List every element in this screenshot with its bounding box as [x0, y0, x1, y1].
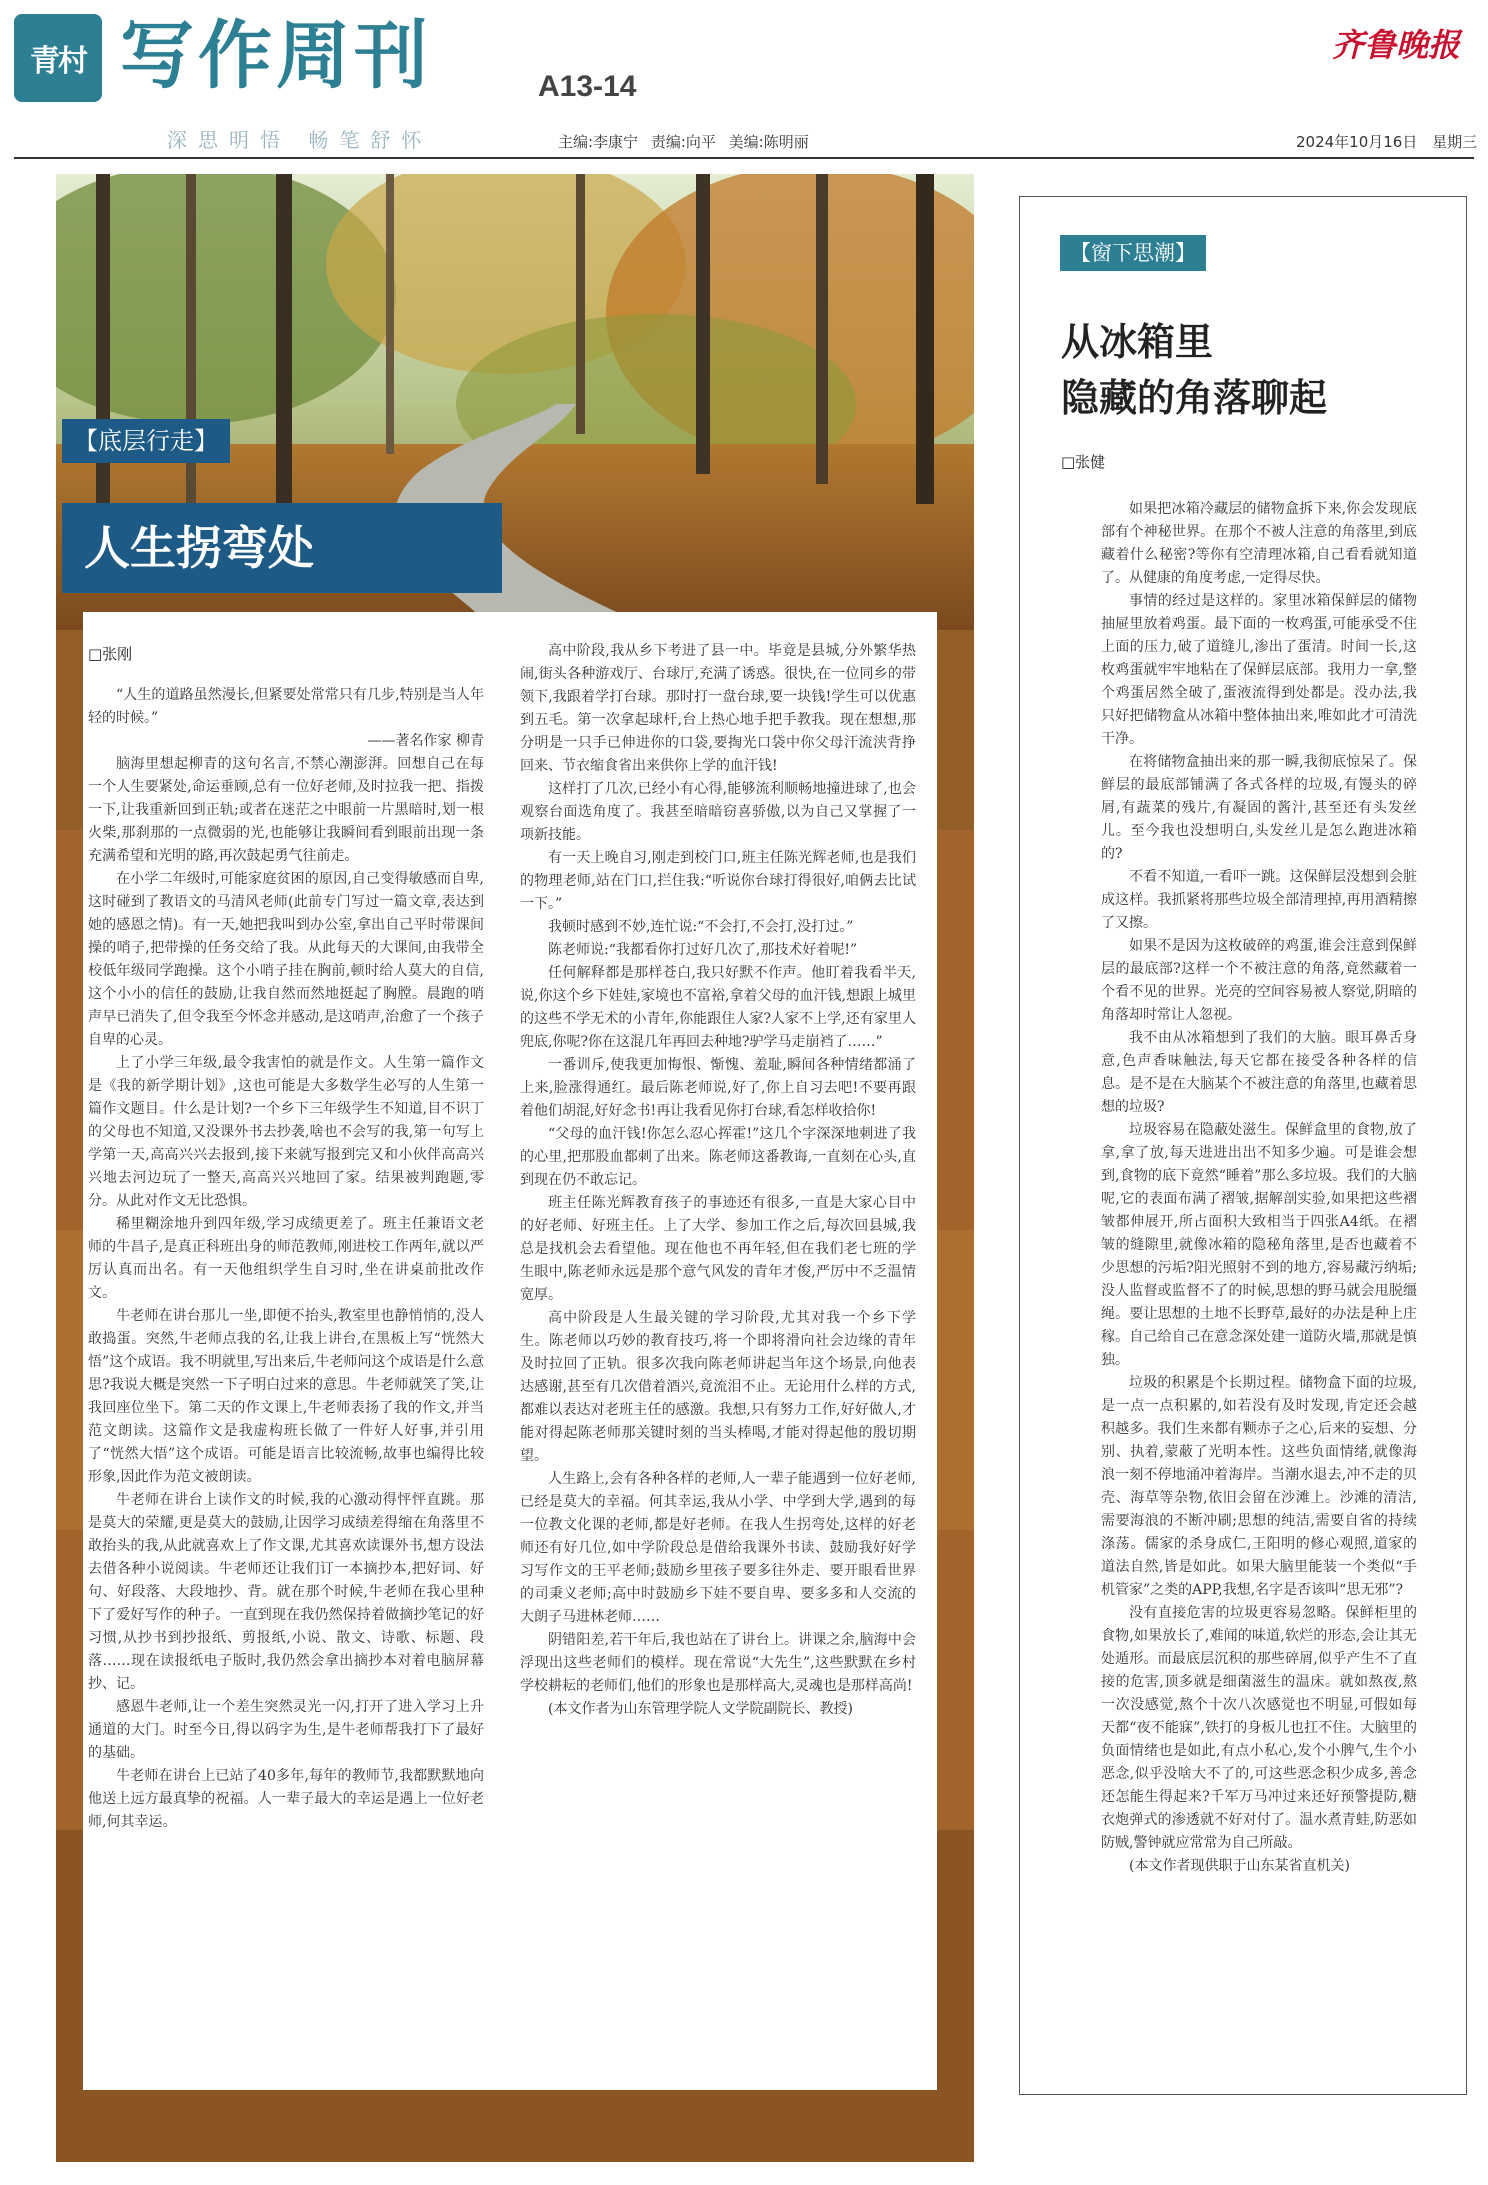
- left-col2-paragraph: 班主任陈光辉教育孩子的事迹还有很多,一直是大家心目中的好老师、好班主任。上了大学、参加工作之后,每次回县城,我总是找机会去看望他。现在他也不再年轻,但在我们老七班的学生眼中,陈老师永远是那个意气风发的青年才俊,严厉中不乏温情宽厚。: [520, 1195, 916, 1303]
- sidebar-paragraph: 在将储物盒抽出来的那一瞬,我彻底惊呆了。保鲜层的最底部铺满了各式各样的垃圾,有馒头的碎屑,有蔬菜的残片,有凝固的酱汁,甚至还有头发丝儿。至今我也没想明白,头发丝儿是怎么跑进冰箱的?: [1101, 754, 1417, 862]
- left-col1-paragraph: 在小学二年级时,可能家庭贫困的原因,自己变得敏感而自卑,这时碰到了教语文的马清风老师(此前专门写过一篇文章,表达到她的感恩之情)。有一天,她把我叫到办公室,拿出自己平时带课间操的哨子,把带操的任务交给了我。从此每天的大课间,由我带全校低年级同学跑操。这个小哨子挂在胸前,顿时给人莫大的自信,这个小小的信任的鼓励,让我自然而然地挺起了胸膛。晨跑的哨声早已消失了,但令我至今怀念并感动,是这哨声,治愈了一个孩子自卑的心灵。: [88, 871, 484, 1048]
- sidebar-paragraph: 事情的经过是这样的。家里冰箱保鲜层的储物抽屉里放着鸡蛋。最下面的一枚鸡蛋,可能承受不住上面的压力,破了道缝儿,渗出了蛋清。时间一长,这枚鸡蛋就牢牢地粘在了保鲜层底部。我用力一拿,整个鸡蛋居然全破了,蛋液流得到处都是。没办法,我只好把储物盒从冰箱中整体抽出来,唯如此才可清洗干净。: [1101, 593, 1417, 747]
- left-col2-paragraph: 高中阶段是人生最关键的学习阶段,尤其对我一个乡下学生。陈老师以巧妙的教育技巧,将一个即将滑向社会边缘的青年及时拉回了正轨。很多次我向陈老师讲起当年这个场景,向他表达感谢,甚至有几次借着酒兴,竟流泪不止。无论用什么样的方式,都难以表达对老班主任的感激。我想,只有努力工作,好好做人,才能对得起陈老师那关键时刻的当头棒喝,才能对得起他的殷切期望。: [520, 1310, 916, 1464]
- left-col1-paragraph: 牛老师在讲台上已站了40多年,每年的教师节,我都默默地向他送上远方最真挚的祝福。人一辈子最大的幸运是遇上一位好老师,何其幸运。: [88, 1768, 484, 1830]
- article-column-1: [88, 684, 484, 1834]
- sidebar-kicker: 【窗下思潮】: [1060, 235, 1206, 271]
- sidebar-paragraph: 没有直接危害的垃圾更容易忽略。保鲜柜里的食物,如果放长了,难闻的味道,软烂的形态,会让其无处遁形。而最底层沉积的那些碎屑,似乎产生不了直接的危害,顶多就是细菌滋生的温床。就如熬夜,熬一次没感觉,熬个十次八次感觉也不明显,可假如每天都“夜不能寐”,铁打的身板儿也扛不住。大脑里的负面情绪也是如此,有点小私心,发个小脾气,生个小恶念,似乎没啥大不了的,可这些恶念积少成多,善念还怎能生得起来?千军万马冲过来还好预警提防,糖衣炮弹式的渗透就不好对付了。温水煮青蛙,防恶如防贼,警钟就应常常为自己所敲。: [1101, 1605, 1417, 1851]
- sidebar-headline: [1061, 314, 1327, 426]
- left-col2-paragraph: 这样打了几次,已经小有心得,能够流利顺畅地撞进球了,也会观察台面选角度了。我甚至暗暗窃喜骄傲,以为自己又掌握了一项新技能。: [520, 781, 916, 843]
- article-headline: 人生拐弯处: [62, 503, 502, 593]
- dateline: 2024年10月16日 星期三: [1296, 133, 1478, 151]
- left-col1-paragraph: ——著名作家 柳青: [367, 733, 484, 749]
- page-number: A13-14: [538, 70, 637, 103]
- sidebar-paragraph: (本文作者现供职于山东某省直机关): [1129, 1858, 1350, 1874]
- left-col2-paragraph: 陈老师说:“我都看你打过好几次了,那技术好着呢!”: [548, 942, 858, 958]
- sidebar-headline-line-2: 隐藏的角落聊起: [1061, 375, 1328, 420]
- section-kicker: 【底层行走】: [62, 419, 230, 463]
- left-col2-paragraph: 阴错阳差,若干年后,我也站在了讲台上。讲课之余,脑海中会浮现出这些老师们的模样。现在常说“大先生”,这些默默在乡村学校耕耘的老师们,他们的形象也是那样高大,灵魂也是那样高尚!: [520, 1632, 916, 1694]
- left-col2-paragraph: “父母的血汗钱!你怎么忍心挥霍!”这几个字深深地刺进了我的心里,把那股血都刺了出来。陈老师这番教诲,一直刻在心头,直到现在仍不敢忘记。: [520, 1126, 916, 1188]
- left-col1-paragraph: “人生的道路虽然漫长,但紧要处常常只有几步,特别是当人年轻的时候。”: [88, 687, 484, 726]
- logo: 青村: [14, 14, 102, 102]
- sidebar-paragraph: 垃圾容易在隐蔽处滋生。保鲜盒里的食物,放了拿,拿了放,每天进进出出不知多少遍。可是谁会想到,食物的底下竟然“睡着”那么多垃圾。我们的大脑呢,它的表面布满了褶皱,据解剖实验,如果把这些褶皱都伸展开,所占面积大致相当于四张A4纸。在褶皱的缝隙里,就像冰箱的隐秘角落里,是否也藏着不少思想的污垢?阳光照射不到的地方,容易藏污纳垢;没人监督或监督不了的时候,思想的野马就会甩脱缰绳。要让思想的土地不长野草,最好的办法是种上庄稼。自己给自己在意念深处建一道防火墙,那就是慎独。: [1101, 1122, 1417, 1368]
- left-col2-paragraph: 高中阶段,我从乡下考进了县一中。毕竟是县城,分外繁华热闹,街头各种游戏厅、台球厅,充满了诱惑。很快,在一位同乡的带领下,我跟着学打台球。那时打一盘台球,要一块钱!学生可以优惠到五毛。第一次拿起球杆,台上热心地手把手教我。现在想想,那分明是一只手已伸进你的口袋,要掏光口袋中你父母汗流浃背挣回来、节衣缩食省出来供你上学的血汗钱!: [520, 643, 916, 774]
- header-rule: [14, 157, 1474, 159]
- sidebar-paragraph: 如果不是因为这枚破碎的鸡蛋,谁会注意到保鲜层的最底部?这样一个不被注意的角落,竟然藏着一个看不见的世界。光亮的空间容易被人察觉,阴暗的角落却时常让人忽视。: [1101, 938, 1417, 1023]
- sidebar-headline-line-1: 从冰箱里: [1061, 319, 1214, 364]
- left-col2-paragraph: 人生路上,会有各种各样的老师,人一辈子能遇到一位好老师,已经是莫大的幸福。何其幸运,我从小学、中学到大学,遇到的每一位教文化课的老师,都是好老师。在我人生拐弯处,这样的好老师还有好几位,如中学阶段总是借给我课外书读、鼓励我好好学习写作文的王平老师;鼓励乡里孩子要多往外走、要开眼看世界的司秉义老师;高中时鼓励乡下娃不要自卑、要多多和人交流的大朗子马进林老师……: [520, 1471, 916, 1625]
- sidebar-author: □张健: [1061, 453, 1106, 471]
- article-author: □张刚: [88, 645, 133, 663]
- page-title: 写作周刊: [120, 13, 432, 99]
- left-col2-paragraph: 任何解释都是那样苍白,我只好默不作声。他盯着我看半天,说,你这个乡下娃娃,家境也不富裕,拿着父母的血汗钱,想跟上城里的这些不学无术的小青年,你能跟住人家?人家不上学,还有家里人兜底,你呢?你在这混几年再回去种地?驴学马走崩裆了……”: [520, 965, 916, 1050]
- sidebar-paragraph: 不看不知道,一看吓一跳。这保鲜层没想到会脏成这样。我抓紧将那些垃圾全部清理掉,再用酒精擦了又擦。: [1101, 869, 1417, 931]
- left-col1-paragraph: 感恩牛老师,让一个差生突然灵光一闪,打开了进入学习上升通道的大门。时至今日,得以码字为生,是牛老师帮我打下了最好的基础。: [88, 1699, 484, 1761]
- article-column-2: [520, 640, 916, 1721]
- motto: 深思明悟 畅笔舒怀: [167, 128, 433, 152]
- left-col1-paragraph: 上了小学三年级,最令我害怕的就是作文。人生第一篇作文是《我的新学期计划》,这也可能是大多数学生必写的人生第一篇作文题目。什么是计划?一个乡下三年级学生不知道,目不识丁的父母也不知道,又没课外书去抄袭,啥也不会写的我,第一句写上学第一天,高高兴兴去报到,接下来就写报到完又和小伙伴高高兴兴地去河边玩了一整天,高高兴兴地回了家。结果被判跑题,零分。从此对作文无比恐惧。: [88, 1055, 484, 1209]
- editor-credits: 主编:李康宁 责编:向平 美编:陈明丽: [558, 133, 809, 151]
- left-col1-paragraph: 牛老师在讲台上读作文的时候,我的心激动得怦怦直跳。那是莫大的荣耀,更是莫大的鼓励,让因学习成绩差得缩在角落里不敢抬头的我,从此就喜欢上了作文课,尤其喜欢读课外书,想方设法去借各种小说阅读。牛老师还让我们订一本摘抄本,把好词、好句、好段落、大段地抄、背。就在那个时候,牛老师在我心里种下了爱好写作的种子。一直到现在我仍然保持着做摘抄笔记的好习惯,从抄书到抄报纸、剪报纸,小说、散文、诗歌、标题、段落……现在读报纸电子版时,我仍然会拿出摘抄本对着电脑屏幕抄、记。: [88, 1492, 484, 1692]
- sidebar-paragraph: 垃圾的积累是个长期过程。储物盒下面的垃圾,是一点一点积累的,如若没有及时发现,肯定还会越积越多。我们生来都有颗赤子之心,后来的妄想、分别、执着,蒙蔽了光明本性。这些负面情绪,就像海浪一刻不停地涌冲着海岸。当潮水退去,冲不走的贝壳、海草等杂物,依旧会留在沙滩上。沙滩的清洁,需要海浪的不断冲刷;思想的纯洁,需要自省的持续涤荡。儒家的杀身成仁,王阳明的修心观照,道家的道法自然,皆是如此。如果大脑里能装一个类似“手机管家”之类的APP,我想,名字是否该叫“思无邪”?: [1101, 1375, 1417, 1598]
- left-col2-paragraph: 我顿时感到不妙,连忙说:“不会打,不会打,没打过。”: [548, 919, 854, 935]
- sidebar-column: [1101, 498, 1417, 1878]
- left-col1-paragraph: 牛老师在讲台那儿一坐,即便不抬头,教室里也静悄悄的,没人敢捣蛋。突然,牛老师点我的名,让我上讲台,在黑板上写“恍然大悟”这个成语。我不明就里,写出来后,牛老师问这个成语是什么意思?我说大概是突然一下子明白过来的意思。牛老师就笑了笑,让我回座位坐下。第二天的作文课上,牛老师表扬了我的作文,并当范文朗读。这篇作文是我虚构班长做了一件好人好事,并引用了“恍然大悟”这个成语。可能是语言比较流畅,故事也编得比较形象,因此作为范文被朗读。: [88, 1308, 484, 1485]
- left-col1-paragraph: 稀里糊涂地升到四年级,学习成绩更差了。班主任兼语文老师的牛昌子,是真正科班出身的师范教师,刚进校工作两年,就以严厉认真而出名。有一天他组织学生自习时,坐在讲桌前批改作文。: [88, 1216, 484, 1301]
- left-col2-paragraph: 一番训斥,使我更加悔恨、惭愧、羞耻,瞬间各种情绪都涌了上来,脸涨得通红。最后陈老师说,好了,你上自习去吧!不要再跟着他们胡混,好好念书!再让我看见你打台球,看怎样收拾你!: [520, 1057, 916, 1119]
- newspaper-brand: 齐鲁晚报: [1332, 26, 1461, 64]
- sidebar-paragraph: 如果把冰箱冷藏层的储物盒拆下来,你会发现底部有个神秘世界。在那个不被人注意的角落里,到底藏着什么秘密?等你有空清理冰箱,自己看看就知道了。从健康的角度考虑,一定得尽快。: [1101, 501, 1417, 586]
- left-col2-paragraph: 有一天上晚自习,刚走到校门口,班主任陈光辉老师,也是我们的物理老师,站在门口,拦住我:“听说你台球打得很好,咱俩去比试一下。”: [520, 850, 916, 912]
- left-col1-paragraph: 脑海里想起柳青的这句名言,不禁心潮澎湃。回想自己在每一个人生要紧处,命运垂顾,总有一位好老师,及时拉我一把、指拨一下,让我重新回到正轨;或者在迷茫之中眼前一片黑暗时,划一根火柴,那刹那的一点微弱的光,也能够让我瞬间看到眼前出现一条充满希望和光明的路,再次鼓起勇气往前走。: [88, 756, 484, 864]
- sidebar-paragraph: 我不由从冰箱想到了我们的大脑。眼耳鼻舌身意,色声香味触法,每天它都在接受各种各样的信息。是不是在大脑某个不被注意的角落里,也藏着思想的垃圾?: [1101, 1030, 1417, 1115]
- left-col2-paragraph: (本文作者为山东管理学院人文学院副院长、教授): [548, 1701, 853, 1717]
